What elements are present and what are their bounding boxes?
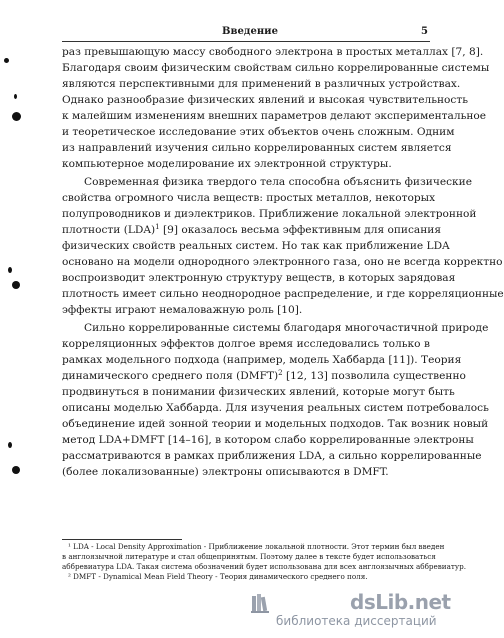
footnote-line: ² DMFT - Dynamical Mean Field Theory - Теория динамического среднего поля. [68, 572, 368, 581]
text-line: продвинуться в понимании физических явлений, которые могут быть [62, 386, 455, 398]
text-line: метод LDA+DMFT [14–16], в котором слабо коррелированные электроны [62, 434, 474, 446]
text-line: свойства огромного числа веществ: простых металлов, некоторых [62, 192, 436, 204]
text-line: Современная физика твердого тела способна объяснить физические [84, 176, 472, 188]
body-text [62, 44, 504, 480]
text-run: [9] оказалось весьма эффективным для описания [159, 224, 442, 236]
paragraph [62, 320, 489, 480]
text-line: из направлений изучения сильно коррелированных систем является [62, 142, 452, 154]
text-line: компьютерное моделирование их электронной структуры. [62, 158, 392, 170]
paragraph [62, 44, 490, 172]
scan-dot [12, 281, 20, 289]
footnote-line: аббревиатура LDA. Такая система обозначений будет использована для всех англоязычных аббревиатур. [62, 562, 466, 571]
text-line [62, 222, 442, 238]
footnote-marker: 1 [155, 223, 160, 231]
header-rule [62, 41, 430, 42]
paragraph [62, 174, 504, 318]
footnote-rule [62, 539, 182, 540]
scan-dot [8, 442, 12, 448]
scan-dot [12, 112, 21, 121]
running-header [62, 26, 438, 42]
text-line: корреляционных эффектов долгое время исследовались только в [62, 338, 430, 350]
header-title: Введение [222, 26, 278, 37]
footnote-line: в англоязычной литературе и стал общепринятым. Поэтому далее в тексте будет использоваться [62, 552, 436, 561]
text-run: динамического среднего поля (DMFT) [62, 370, 279, 382]
footnotes [62, 542, 466, 582]
text-line: эффекты играют немаловажную роль [10]. [62, 304, 303, 316]
text-line: и теоретическое исследование этих объектов очень сложным. Одним [62, 126, 455, 138]
text-line: объединение идей зонной теории и модельных подходов. Так возник новый [62, 418, 489, 430]
watermark-subtitle: библиотека диссертаций [276, 614, 437, 628]
scan-dot [14, 94, 17, 99]
text-line: Благодаря своим физическим свойствам сильно коррелированные системы [62, 62, 490, 74]
text-line: к малейшим изменениям внешних параметров делают экспериментальное [62, 110, 487, 122]
text-line: полупроводников и диэлектриков. Приближение локальной электронной [62, 208, 477, 220]
footnote-line: ¹ LDA - Local Density Approximation - Приближение локальной плотности. Этот термин был введен [68, 542, 445, 551]
text-line: раз превышающую массу свободного электрона в простых металлах [7, 8]. [62, 46, 484, 58]
text-line: являются перспективными для применений в различных устройствах. [62, 78, 461, 90]
watermark-logo: dsLib.net [350, 590, 451, 614]
text-line: физических свойств реальных систем. Но так как приближение LDA [62, 240, 450, 252]
text-line: Однако разнообразие физических явлений и высокая чувствительность [62, 94, 468, 106]
library-logo-icon [250, 592, 272, 614]
scan-dot [4, 58, 9, 63]
scan-dot [8, 267, 12, 273]
text-line: Сильно коррелированные системы благодаря многочастичной природе [84, 322, 489, 334]
text-line: воспроизводит электронную структуру веществ, в которых зарядовая [62, 272, 456, 284]
text-line: рассматриваются в рамках приближения LDA, а сильно коррелированные [62, 450, 482, 462]
page-number: 5 [421, 26, 428, 37]
text-line: основано на модели однородного электронного газа, оно не всегда корректно [62, 256, 503, 268]
text-run: [12, 13] позволила существенно [282, 370, 466, 382]
text-line: рамках модельного подхода (например, модель Хаббарда [11]). Теория [62, 354, 462, 366]
text-line: описаны моделью Хаббарда. Для изучения реальных систем потребовалось [62, 402, 489, 414]
scan-dot [12, 466, 20, 474]
text-line: (более локализованные) электроны описываются в DMFT. [62, 466, 389, 478]
text-line [62, 368, 466, 384]
text-run: плотности (LDA) [62, 224, 156, 236]
text-line: плотность имеет сильно неоднородное распределение, и где корреляционные [62, 288, 504, 300]
footnote-marker: 2 [278, 369, 283, 377]
